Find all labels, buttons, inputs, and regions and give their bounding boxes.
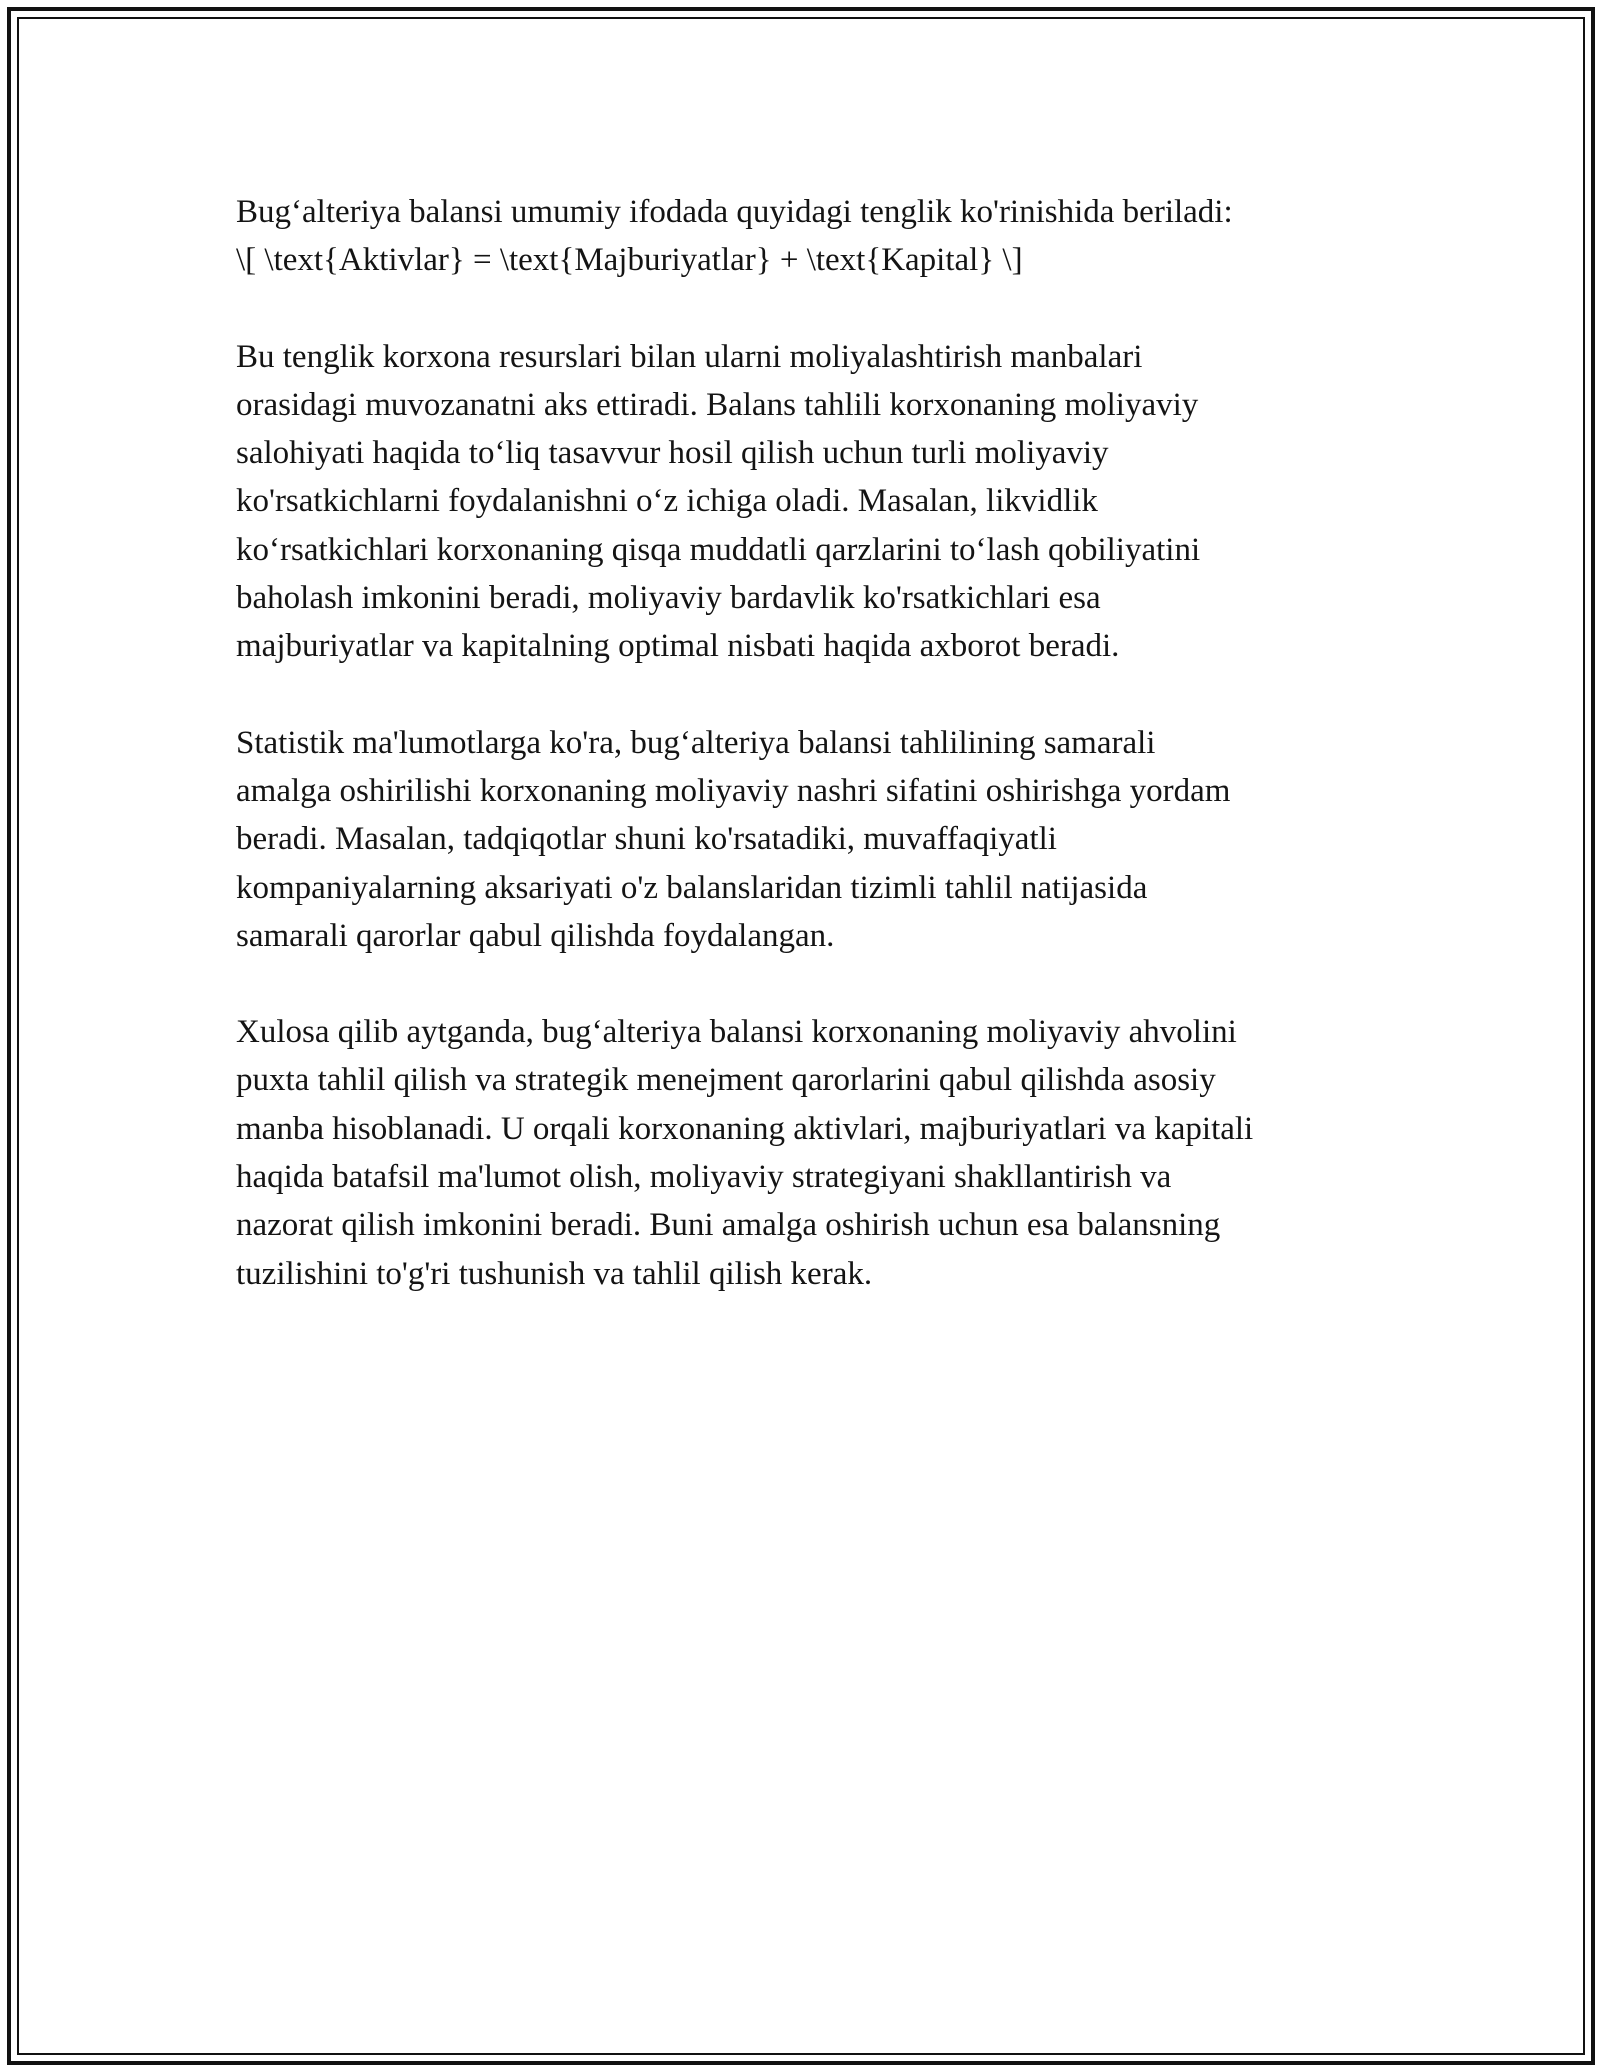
document-body — [236, 188, 1386, 1346]
paragraph-conclusion: Xulosa qilib aytganda, bug‘alteriya balansi korxonaning moliyaviy ahvolini puxta tahlil qilish va strategik menejment qarorlarini qabul qilishda asosiy manba hisoblanadi. U orqali korxonaning aktivlari, majburiyatlari va kapitali haqida batafsil ma'lumot olish, moliyaviy strategiyani shakllantirish va nazorat qilish imkonini beradi. Buni amalga oshirish uchun esa balansning tuzilishini to'g'ri tushunish va tahlil qilish kerak. — [236, 1014, 1254, 1292]
paragraph-statistics: Statistik ma'lumotlarga ko'ra, bug‘alteriya balansi tahlilining samarali amalga oshirilishi korxonaning moliyaviy nashri sifatini oshirishga yordam beradi. Masalan, tadqiqotlar shuni ko'rsatadiki, muvaffaqiyatli kompaniyalarning aksariyati o'z balanslaridan tizimli tahlil natijasida samarali qarorlar qabul qilishda foydalangan. — [236, 724, 1231, 954]
paragraph-balance-analysis: Bu tenglik korxona resurslari bilan ularni moliyalashtirish manbalari orasidagi muvozanatni aks ettiradi. Balans tahlili korxonaning moliyaviy salohiyati haqida to‘liq tasavvur hosil qilish uchun turli moliyaviy ko'rsatkichlarni foydalanishni o‘z ichiga oladi. Masalan, likvidlik ko‘rsatkichlari korxonaning qisqa muddatli qarzlarini to‘lash qobiliyatini baholash imkonini beradi, moliyaviy bardavlik ko'rsatkichlari esa majburiyatlar va kapitalning optimal nisbati haqida axborot beradi. — [236, 338, 1201, 665]
paragraph-balance-equation: Bug‘alteriya balansi umumiy ifodada quyidagi tenglik ko'rinishida beriladi: \[ \text{Aktivlar} = \text{Majburiyatlar} + \text{Kapital} \] — [236, 194, 1233, 279]
